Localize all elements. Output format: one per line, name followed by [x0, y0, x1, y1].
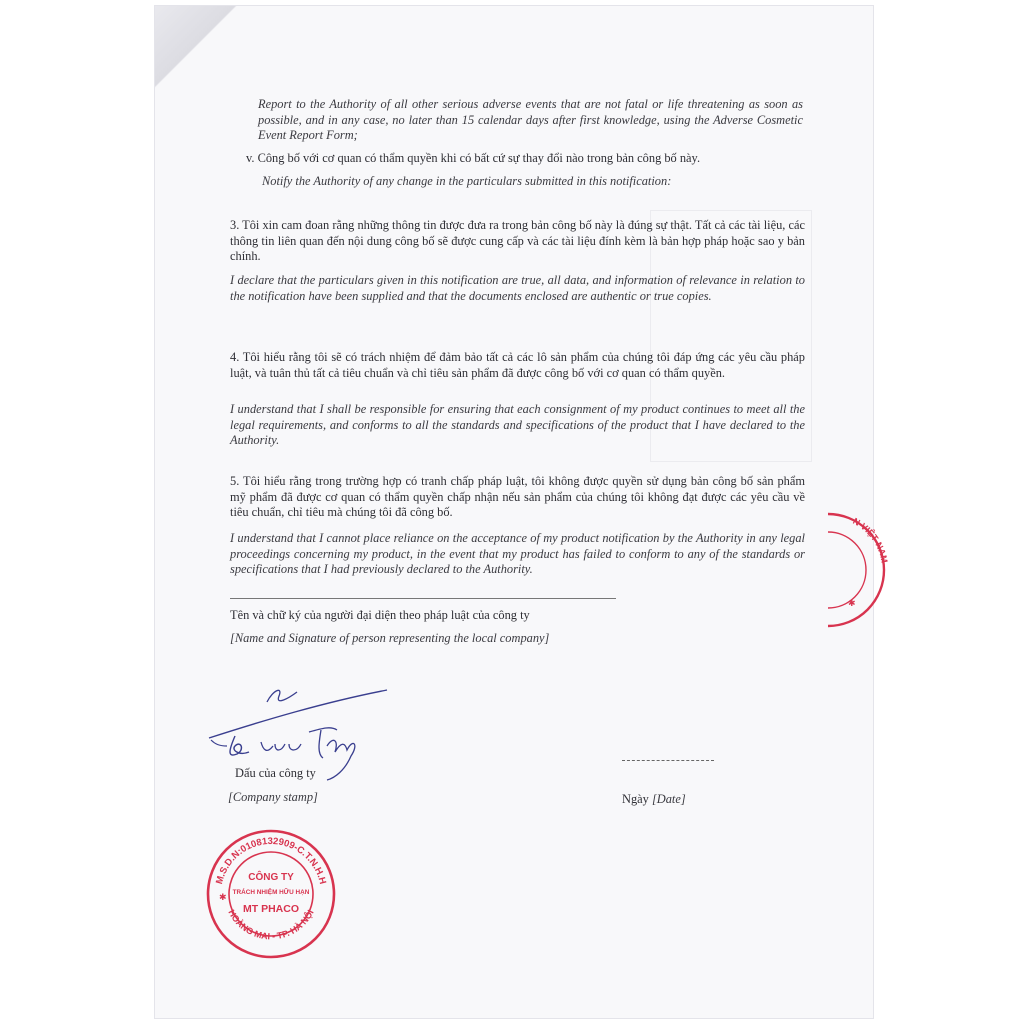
paragraph-v-previous-english: Report to the Authority of all other serious adverse events that are not fatal or life threatening as soon as possible, and in any case, no later than 15 calendar days after first knowledge, using the Adverse Cosmetic Event Report Form;	[258, 97, 803, 143]
svg-text:N VIỆT NAM	[851, 516, 889, 564]
paragraph-5-english: I understand that I cannot place reliance on the acceptance of my product notification by the Authority in any legal proceedings concerning my product, in the event that my product has failed to conform to any of the standards or specifications that I had previously declared to the Authority.	[230, 531, 805, 577]
seal-ring-bottom-text: HOÀNG MAI - TP. HÀ NỘI	[226, 907, 316, 942]
date-label-english: [Date]	[651, 792, 686, 806]
paragraph-5-vietnamese: 5. Tôi hiểu rằng trong trường hợp có tranh chấp pháp luật, tôi không được quyền sử dụng bản công bố sản phẩm mỹ phẩm đã được cơ quan có thẩm quyền chấp nhận nếu sản phẩm của chúng tôi không đạt được các yêu cầu về tiêu chuẩn, chỉ tiêu mà chúng tôi đã công bố.	[230, 474, 805, 520]
paragraph-3-vietnamese: 3. Tôi xin cam đoan rằng những thông tin được đưa ra trong bản công bố này là đúng sự thật. Tất cả các tài liệu, các thông tin liên quan đến nội dung công bố sẽ được cung cấp và các tài liệu đính kèm là bản hợp pháp hoặc sao y bản chính.	[230, 218, 805, 264]
partial-seal-star-icon: ✱	[848, 598, 856, 608]
date-line	[622, 760, 714, 761]
signature-label-vietnamese: Tên và chữ ký của người đại diện theo pháp luật của công ty	[230, 608, 530, 622]
seal-ring-text: M.S.D.N:0108132909-C.T.N.H.H	[213, 835, 328, 886]
seal-company-type: CÔNG TY	[248, 872, 294, 883]
stamp-label-english: [Company stamp]	[228, 790, 318, 804]
paragraph-4-english: I understand that I shall be responsible for ensuring that each consignment of my product continues to meet all the legal requirements, and conforms to all the standards and specifications of the product that I have declared to the Authority.	[230, 402, 805, 448]
partial-seal-ring-text: N VIỆT NAM	[851, 515, 890, 564]
stamp-label-vietnamese: Dấu của công ty	[235, 766, 316, 780]
paragraph-v-vietnamese: v. Công bố với cơ quan có thẩm quyền khi có bất cứ sự thay đổi nào trong bản công bố này.	[246, 151, 701, 165]
paragraph-v-english: Notify the Authority of any change in the particulars submitted in this notification:	[262, 174, 672, 188]
date-label	[622, 792, 742, 808]
paragraph-4-vietnamese: 4. Tôi hiểu rằng tôi sẽ có trách nhiệm để đảm bảo tất cả các lô sản phẩm của chúng tôi đáp ứng các yêu cầu pháp luật, và tuân thủ tất cả tiêu chuẩn và chỉ tiêu sản phẩm đã được công bố với cơ quan có thẩm quyền.	[230, 350, 805, 380]
paragraph-3-english: I declare that the particulars given in this notification are true, all data, and information of relevance in relation to the notification have been supplied and that the documents enclosed are authentic or true copies.	[230, 273, 805, 303]
date-label-vietnamese: Ngày	[622, 792, 649, 806]
page-corner-fold	[155, 6, 245, 116]
company-seal	[205, 828, 337, 960]
signature-separator-line	[230, 598, 616, 599]
seal-star-icon: ✱	[219, 892, 227, 902]
partial-seal-right	[790, 510, 900, 630]
signature-label-english: [Name and Signature of person representing the local company]	[230, 631, 550, 645]
seal-liability: TRÁCH NHIỆM HỮU HẠN	[232, 889, 310, 896]
seal-company-name: MT PHACO	[243, 903, 299, 915]
